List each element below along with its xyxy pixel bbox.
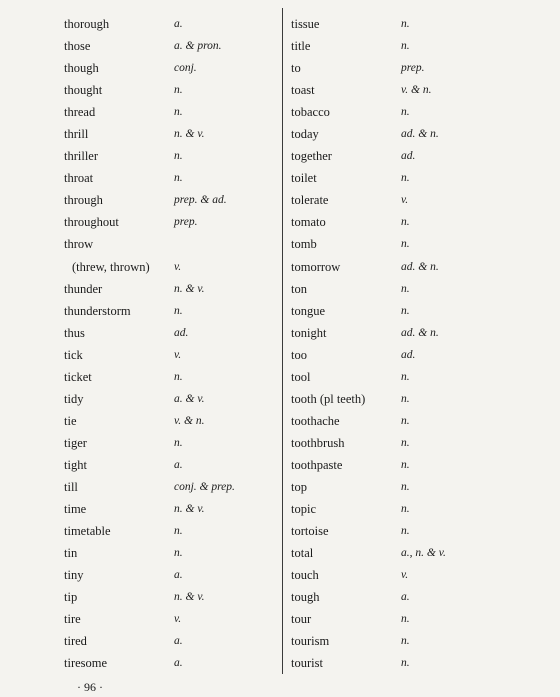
entry-word: tomorrow [291,259,341,274]
entry-word: thrill [64,127,89,142]
entry-part-of-speech: ad. [174,326,189,339]
entry-word: thought [64,83,103,98]
entry-part-of-speech: a., n. & v. [401,547,446,560]
entry-part-of-speech: ad. & n. [401,326,439,339]
entry-part-of-speech: a. [174,569,183,582]
dictionary-entry [291,79,521,101]
entry-word: tick [64,347,83,362]
entry-part-of-speech: v. [174,613,182,626]
entry-part-of-speech: n. [174,547,183,560]
dictionary-entry [64,211,279,233]
entry-part-of-speech: prep. [401,62,425,75]
dictionary-entry [64,123,279,145]
entry-part-of-speech: a. [401,591,410,604]
entry-word: toothbrush [291,435,345,450]
entry-word: tomb [291,237,317,252]
entry-part-of-speech: v. & n. [401,84,432,97]
dictionary-entry [291,344,521,366]
dictionary-entry [291,630,521,652]
dictionary-entry [64,233,279,255]
entry-part-of-speech: n. [174,172,183,185]
dictionary-entry [291,101,521,123]
entry-word: touch [291,568,319,583]
entry-part-of-speech: ad. & n. [401,128,439,141]
entry-word: toothpaste [291,457,343,472]
entry-part-of-speech: n. [174,304,183,317]
entry-word: tooth (pl teeth) [291,391,366,406]
entry-word: tie [64,413,77,428]
entry-part-of-speech: n. [174,370,183,383]
dictionary-entry [291,123,521,145]
entry-part-of-speech: n. & v. [174,591,205,604]
dictionary-entry [291,454,521,476]
left-column [64,13,279,674]
dictionary-entry [291,256,521,278]
entry-part-of-speech: a. & pron. [174,40,222,53]
entry-word: toothache [291,413,340,428]
entry-part-of-speech: a. [174,458,183,471]
dictionary-entry [291,432,521,454]
entry-part-of-speech: n. [401,436,410,449]
dictionary-entry [291,13,521,35]
entry-word: thus [64,325,85,340]
entry-word: thorough [64,17,110,31]
entry-word: (threw, thrown) [72,259,150,274]
entry-part-of-speech: v. [174,260,182,273]
entry-word: throughout [64,215,119,230]
entry-word: tobacco [291,105,330,120]
dictionary-entry [64,586,279,608]
dictionary-entry [291,652,521,674]
entry-part-of-speech: v. [401,569,409,582]
entry-part-of-speech: n. [401,216,410,229]
entry-word: to [291,61,301,76]
entry-part-of-speech: ad. [401,348,416,361]
dictionary-entry [291,388,521,410]
entry-word: tin [64,546,78,561]
entry-part-of-speech: prep. & ad. [174,194,227,207]
entry-word: tortoise [291,524,329,539]
dictionary-entry [64,520,279,542]
entry-part-of-speech: n. [401,18,410,30]
dictionary-entry [64,454,279,476]
entry-word: tongue [291,303,326,318]
entry-part-of-speech: v. & n. [174,414,205,427]
entry-word: top [291,479,307,494]
entry-part-of-speech: n. [401,657,410,670]
entry-part-of-speech: n. [401,304,410,317]
dictionary-entry [291,608,521,630]
dictionary-entry [64,498,279,520]
dictionary-entry [64,564,279,586]
entry-word: thunder [64,281,103,296]
entry-word: through [64,193,103,208]
dictionary-entry [64,608,279,630]
entry-part-of-speech: n. [174,84,183,97]
entry-part-of-speech: ad. [401,150,416,163]
dictionary-entry [64,542,279,564]
entry-part-of-speech: ad. & n. [401,260,439,273]
entry-word: toilet [291,171,317,186]
entry-word: tonight [291,325,327,340]
dictionary-entry [64,79,279,101]
entry-word: tidy [64,391,84,406]
entry-word: tiny [64,568,84,583]
entry-part-of-speech: n. [401,414,410,427]
entry-word: tip [64,590,78,605]
dictionary-entry [291,322,521,344]
entry-word: throw [64,237,94,252]
column-divider [282,8,283,674]
entry-word: tough [291,590,320,605]
entry-word: tiger [64,435,87,450]
entry-word: ticket [64,369,92,384]
dictionary-entry [64,57,279,79]
entry-word: today [291,127,319,142]
dictionary-entry [64,256,279,278]
entry-part-of-speech: n. [401,480,410,493]
entry-part-of-speech: n. [401,370,410,383]
dictionary-entry [64,189,279,211]
entry-word: timetable [64,524,111,539]
entry-word: tight [64,457,87,472]
entry-part-of-speech: n. [401,106,410,119]
entry-part-of-speech: n. & v. [174,128,205,141]
dictionary-entry [64,13,279,35]
entry-part-of-speech: n. [401,613,410,626]
entry-part-of-speech: v. [174,348,182,361]
dictionary-entry [291,211,521,233]
dictionary-entry [64,278,279,300]
entry-part-of-speech: n. [401,40,410,53]
entry-part-of-speech: conj. [174,62,197,75]
dictionary-entry [64,300,279,322]
entry-part-of-speech: n. [401,282,410,295]
dictionary-entry [291,586,521,608]
dictionary-entry [291,167,521,189]
entry-part-of-speech: n. [401,525,410,538]
entry-part-of-speech: n. & v. [174,503,205,516]
dictionary-entry [291,300,521,322]
entry-word: tired [64,634,87,649]
dictionary-entry [64,35,279,57]
dictionary-entry [64,101,279,123]
dictionary-entry [64,410,279,432]
entry-word: toast [291,83,315,98]
entry-part-of-speech: n. [401,635,410,648]
entry-part-of-speech: n. [401,458,410,471]
entry-part-of-speech: a. [174,657,183,670]
entry-part-of-speech: conj. & prep. [174,480,235,493]
entry-word: together [291,149,332,164]
entry-part-of-speech: n. [401,172,410,185]
entry-part-of-speech: n. [401,503,410,516]
entry-part-of-speech: n. [401,392,410,405]
dictionary-entry [291,233,521,255]
entry-word: thread [64,105,96,120]
entry-word: too [291,347,307,362]
entry-word: tiresome [64,656,108,671]
entry-word: tourist [291,656,323,671]
dictionary-entry [64,630,279,652]
entry-part-of-speech: a. & v. [174,392,205,405]
entry-word: tissue [291,17,320,31]
entry-word: though [64,61,99,76]
dictionary-entry [291,520,521,542]
right-column [291,13,521,674]
dictionary-entry [64,388,279,410]
entry-part-of-speech: prep. [174,216,198,229]
entry-part-of-speech: n. [174,525,183,538]
entry-word: topic [291,502,316,517]
entry-word: time [64,502,87,517]
dictionary-entry [291,498,521,520]
dictionary-entry [64,476,279,498]
entry-part-of-speech: a. [174,18,183,30]
entry-word: thunderstorm [64,303,131,318]
entry-word: till [64,479,78,494]
entry-part-of-speech: n. [174,150,183,163]
entry-word: tool [291,369,311,384]
dictionary-entry [64,652,279,674]
entry-part-of-speech: v. [401,194,409,207]
dictionary-entry [64,145,279,167]
entry-word: tolerate [291,193,329,208]
dictionary-entry [291,145,521,167]
entry-word: tour [291,612,312,627]
dictionary-entry [64,167,279,189]
page-number: · 96 · [77,680,103,694]
dictionary-entry [291,278,521,300]
dictionary-entry [64,432,279,454]
entry-word: thriller [64,149,99,164]
entry-word: tourism [291,634,330,649]
dictionary-entry [291,366,521,388]
entry-word: tomato [291,215,326,230]
entry-part-of-speech: n. [174,106,183,119]
entry-part-of-speech: n. & v. [174,282,205,295]
dictionary-entry [291,189,521,211]
entry-part-of-speech: n. [174,436,183,449]
dictionary-entry [64,344,279,366]
entry-word: throat [64,171,94,186]
dictionary-entry [291,476,521,498]
dictionary-entry [291,564,521,586]
entry-part-of-speech: a. [174,635,183,648]
entry-word: ton [291,281,307,296]
entry-word: tire [64,612,81,627]
dictionary-entry [64,366,279,388]
entry-word: total [291,546,314,561]
dictionary-entry [291,57,521,79]
entry-word: those [64,39,91,54]
entry-word: title [291,39,311,54]
dictionary-entry [291,542,521,564]
dictionary-entry [64,322,279,344]
dictionary-entry [291,35,521,57]
dictionary-entry [291,410,521,432]
entry-part-of-speech: n. [401,238,410,251]
